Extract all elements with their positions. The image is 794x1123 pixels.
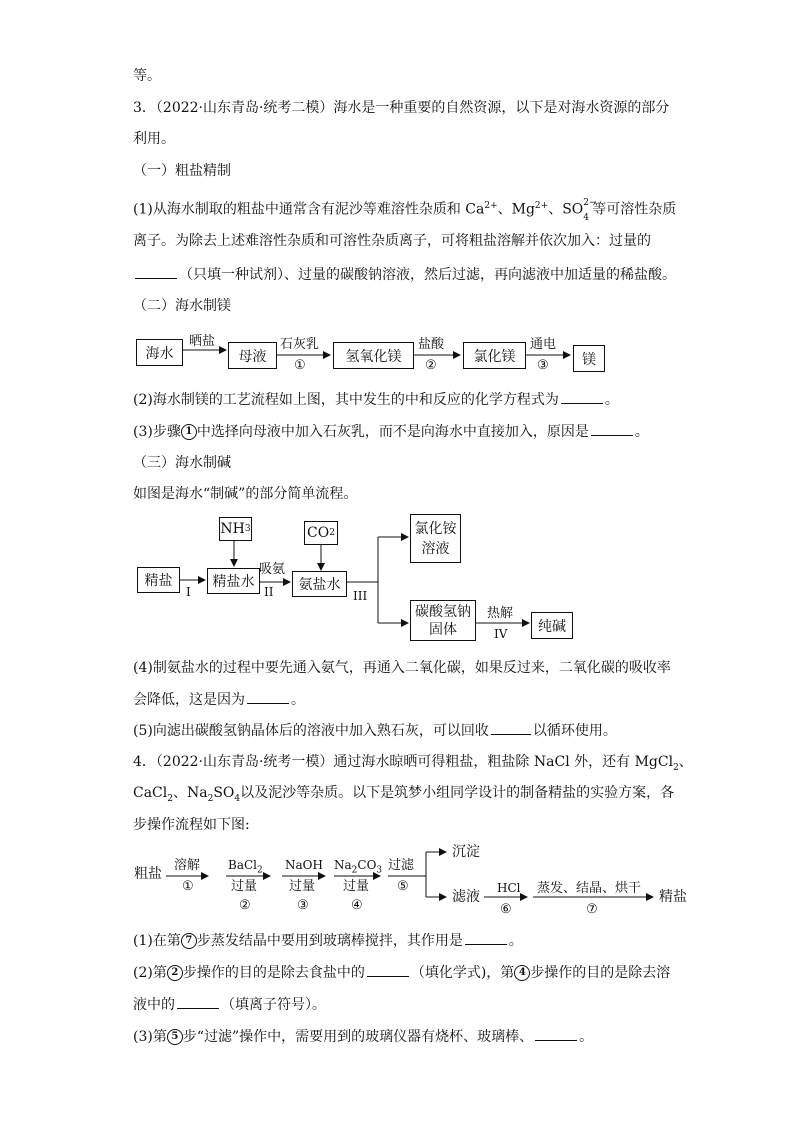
section-heading: （二）海水制镁	[133, 298, 231, 314]
q4-intro-1: 4．（2022·山东青岛·统考一模）通过海水晾晒可得粗盐，粗盐除 NaCl 外，还有 MgCl$_2$、	[133, 754, 693, 773]
flow1-label-step2: ②	[425, 358, 437, 373]
flow3-s1-top: 溶解	[174, 858, 201, 873]
flow2-label-III: III	[353, 589, 368, 603]
q3-q3: (3)步骤 1 中选择向母液中加入石灰乳，而不是向海水中直接加入，原因是 。	[133, 421, 649, 442]
section-heading: （三）海水制碱	[133, 455, 231, 471]
flow3-start: 粗盐	[134, 866, 162, 882]
q4-q2-line1: (2)第 2 步操作的目的是除去食盐中的 （填化学式)，第 4 步操作的目的是除去溶	[133, 962, 670, 983]
answer-blank[interactable]	[591, 421, 633, 436]
q3-s3-intro: 如图是海水“制碱”的部分简单流程。	[133, 486, 358, 502]
flow3-s5-top: 过滤	[388, 858, 415, 873]
q4-q1: (1)在第 7 步蒸发结晶中要用到玻璃棒搅拌，其作用是 。	[133, 930, 523, 951]
flow2-box-co2: CO 2	[304, 521, 338, 545]
flow3-s4-bot: ④	[351, 898, 363, 913]
flow2-label-rejie: 热解	[487, 606, 514, 621]
flow3-chendian: 沉淀	[452, 844, 480, 860]
flow1-label-yansuan: 盐酸	[418, 337, 445, 352]
q3-q2: (2)海水制镁的工艺流程如上图，其中发生的中和反应的化学方程式为 。	[133, 389, 619, 410]
flow2-box-lvhuaan: 氯化铵 溶液	[410, 514, 461, 563]
flow1-label-step3: ③	[537, 358, 549, 373]
flow3-s6-bot: ⑥	[500, 902, 512, 917]
q3-s1-line2: 离子。为除去上述难溶性杂质和可溶性杂质离子，可将粗盐溶解并依次加入：过量的	[133, 233, 651, 249]
flow2-box-chunjian: 纯碱	[531, 612, 573, 639]
q3-intro-2: 利用。	[133, 131, 175, 147]
q3-q4-line1: (4)制氨盐水的过程中要先通入氨气，再通入二氧化碳，如果反过来，二氧化碳的吸收率	[133, 660, 671, 676]
q3-intro: 3．（2022·山东青岛·统考二模）海水是一种重要的自然资源，以下是对海水资源的部分	[133, 100, 670, 116]
flow1-box-qingyanghuamei: 氢氧化镁	[333, 342, 414, 369]
flow1-label-shaiyan: 晒盐	[189, 334, 216, 349]
flow2-box-jingyan: 精盐	[137, 567, 180, 593]
answer-blank[interactable]	[491, 720, 531, 735]
flow3-s7-bot: ⑦	[586, 902, 598, 917]
step-circle: 1	[181, 424, 197, 440]
section-heading: （一）粗盐精制	[133, 163, 231, 179]
flow3-s2-bot: ②	[239, 898, 251, 913]
flow1-box-muye: 母液	[228, 342, 277, 369]
text-line: 等。	[133, 68, 161, 84]
flow3-s4-top: $Na_2CO_3$	[334, 858, 383, 876]
flow3-s3-top: NaOH	[285, 858, 323, 872]
flow3-s5-bot: ⑤	[397, 879, 409, 894]
q4-intro-2: CaCl$_2$、$Na_2SO_4$以及泥沙等杂质。以下是筑梦小组同学设计的制备精盐的实验方案，各	[133, 785, 675, 804]
answer-blank[interactable]	[535, 1026, 577, 1041]
step-circle: 7	[181, 933, 197, 949]
flow1-label-shihuiru: 石灰乳	[280, 337, 320, 352]
flow3-s4-mid: 过量	[343, 879, 370, 894]
flow1-box-lvhuamei: 氯化镁	[463, 342, 526, 369]
answer-blank[interactable]	[561, 389, 603, 404]
q3-s1-line1: (1)从海水制取的粗盐中通常含有泥沙等难溶性杂质和 $Ca^{2+}$、$Mg^{2+}$、SO 2− 4 等可溶性杂质	[133, 197, 677, 223]
answer-blank[interactable]	[465, 930, 507, 945]
step-circle: 5	[167, 1029, 183, 1045]
q3-q5: (5)向滤出碳酸氢钠晶体后的溶液中加入熟石灰，可以回收 以循环使用。	[133, 720, 617, 741]
flow2-box-anyanshui: 氨盐水	[292, 571, 347, 597]
flow3-s2-mid: 过量	[231, 879, 258, 894]
answer-blank[interactable]	[177, 994, 219, 1009]
q3-s1-line3: （只填一种试剂）、过量的碳酸钠溶液，然后过滤，再向滤液中加适量的稀盐酸。	[133, 264, 676, 285]
flow2-box-tansuanqingna: 碳酸氢钠 固体	[410, 600, 476, 641]
flow2-box-nh3: NH 3	[219, 517, 252, 541]
step-circle: 4	[514, 965, 530, 981]
q3-q4-line2: 会降低，这是因为 。	[133, 689, 305, 710]
step-circle: 2	[167, 965, 183, 981]
flow3-s3-mid: 过量	[289, 879, 316, 894]
flow3-s3-bot: ③	[297, 898, 309, 913]
flow3-s7-top: 蒸发、结晶、烘干	[537, 881, 642, 896]
flow1-box-haishui: 海水	[136, 339, 183, 366]
flow3-end: 精盐	[659, 889, 687, 905]
flow1-label-tongdian: 通电	[530, 337, 557, 352]
flow1-box-mei: 镁	[573, 345, 605, 372]
answer-blank[interactable]	[367, 962, 409, 977]
flow3-s1-bot: ①	[182, 879, 194, 894]
flow3-lvye: 滤液	[452, 889, 480, 905]
q4-q3: (3)第 5 步“过滤”操作中，需要用到的玻璃仪器有烧杯、玻璃棒、 。	[133, 1026, 593, 1047]
flow2-label-IV: IV	[494, 627, 508, 641]
flow2-label-II: II	[264, 585, 274, 599]
q4-intro-3: 步操作流程如下图:	[133, 817, 250, 833]
q4-q2-line2: 液中的 （填离子符号）。	[133, 994, 326, 1015]
flow1-label-step1: ①	[294, 358, 306, 373]
flow2-box-jingyanshui: 精盐水	[207, 568, 260, 594]
flow2-label-I: I	[186, 585, 191, 599]
flow3-s6-top: HCl	[497, 881, 521, 895]
flow3-s2-top: BaCl$_2$	[228, 858, 263, 876]
answer-blank[interactable]	[247, 689, 289, 704]
flow2-label-xian: 吸氨	[259, 562, 286, 577]
